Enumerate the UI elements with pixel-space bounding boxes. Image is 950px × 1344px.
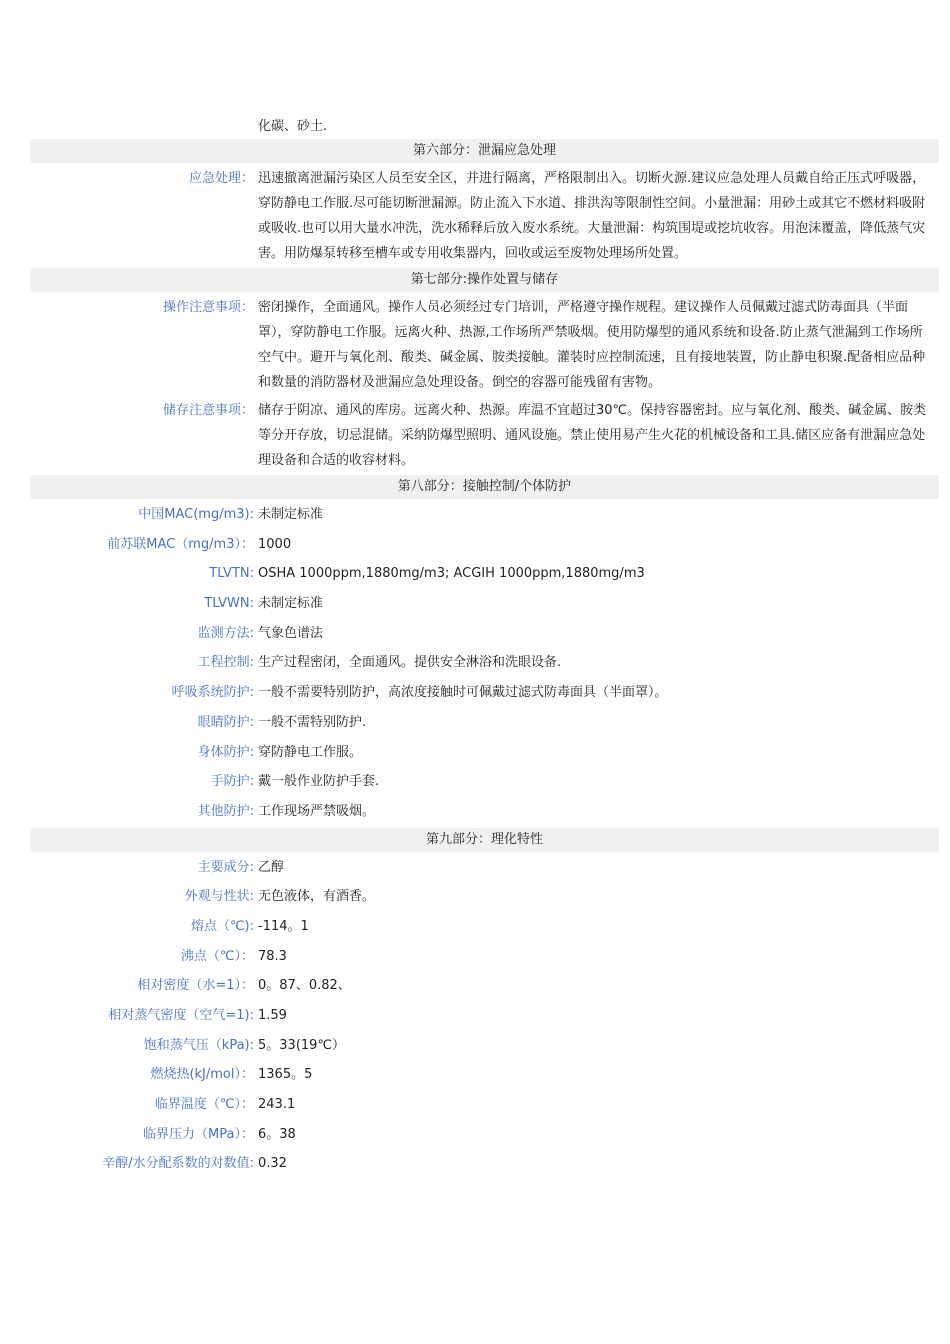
field-label: 相对密度（水=1）： [137,978,254,994]
field-label: 呼吸系统防护: [171,685,254,701]
msds-document [30,116,939,1179]
field-value: 戴一般作业防护手套. [258,774,380,790]
section-8-row [30,738,939,768]
section-9-row [30,971,939,1001]
field-label: 眼睛防护: [197,714,254,730]
section-8-row [30,708,939,738]
field-value: 1.59 [258,1008,287,1023]
field-label: 临界温度（℃）： [154,1097,254,1113]
field-value: 243.1 [258,1097,296,1113]
field-value: 未制定标准 [258,596,324,612]
field-value: 气象色谱法 [258,625,324,641]
field-value: 未制定标准 [258,507,324,522]
section-9-row [30,1149,939,1179]
field-label: 工程控制: [197,655,254,671]
continuation-text: 化碳、砂土. [258,119,328,134]
section-6-row [30,164,939,267]
field-value: OSHA 1000ppm,1880mg/m3; ACGIH 1000ppm,1880mg/m3 [258,566,645,582]
field-value: 储存于阴凉、通风的库房。远离火种、热源。库温不宜超过30℃。保持容器密封。应与氧化剂、酸类、碱金属、胺类等分开存放，切忌混储。采纳防爆型照明、通风设施。禁止使用易产生火花的机械设备和工具.储区应备有泄漏应急处理设备和合适的收容材料。 [258,403,927,468]
section-8-row [30,678,939,708]
section-7-row [30,293,939,396]
section-9-row [30,1120,939,1150]
field-label: 辛醇/水分配系数的对数值: [102,1156,254,1172]
field-label: 监测方法: [197,625,254,641]
section-8-row [30,559,939,589]
field-label: TLVWN: [204,596,254,612]
field-value: 无色液体，有酒香。 [258,889,376,905]
continuation-row [30,116,939,138]
field-label: 前苏联MAC（mg/m3）： [107,536,254,552]
field-value: 1000 [258,536,292,552]
section-9-header: 第九部分：理化特性 [30,828,939,852]
field-value: 1365。5 [258,1067,313,1083]
field-value: 密闭操作，全面通风。操作人员必须经过专门培训，严格遵守操作规程。建议操作人员佩戴过滤式防毒面具（半面罩），穿防静电工作服。远离火种、热源,工作场所严禁吸烟。使用防爆型的通风系统和设备.防止蒸气泄漏到工作场所空气中。避开与氧化剂、酸类、碱金属、胺类接触。灌装时应控制流速，且有接地装置，防止静电积聚.配备相应品种和数量的消防器材及泄漏应急处理设备。倒空的容器可能残留有害物。 [258,300,926,390]
field-label: 主要成分: [197,859,254,875]
section-9-row [30,1001,939,1031]
section-8-row [30,767,939,797]
field-value: 生产过程密闭，全面通风。提供安全淋浴和洗眼设备. [258,655,562,671]
section-9-row [30,942,939,972]
section-9-row [30,1090,939,1120]
field-label: 其他防护: [197,803,254,819]
section-8-row [30,648,939,678]
field-label: 燃烧热(kJ/mol）： [150,1067,254,1083]
field-value: 78.3 [258,948,287,964]
field-value: 0。87、0.82、 [258,978,351,994]
section-8-header: 第八部分：接触控制/个体防护 [30,475,939,499]
field-value: 穿防静电工作服。 [258,744,363,760]
section-9-row [30,912,939,942]
section-9-row [30,882,939,912]
section-7-row [30,396,939,474]
field-label: 储存注意事项： [162,403,254,418]
field-value: -114。1 [258,918,309,934]
field-label: 饱和蒸气压（kPa): [143,1037,254,1053]
section-8-row [30,530,939,560]
field-label: 手防护: [210,774,254,790]
section-7-header: 第七部分:操作处置与储存 [30,268,939,292]
field-label: 临界压力（MPa）： [143,1126,254,1142]
field-value: 工作现场严禁吸烟。 [258,803,376,819]
field-label: 身体防护: [197,744,254,760]
field-label: 操作注意事项： [162,300,254,315]
field-value: 5。33(19℃） [258,1037,346,1053]
section-9-row [30,1060,939,1090]
field-label: 外观与性状: [184,889,254,905]
field-value: 0.32 [258,1156,287,1172]
section-8-row [30,797,939,827]
field-label: TLVTN: [209,566,254,582]
section-6-header: 第六部分：泄漏应急处理 [30,139,939,163]
field-value: 一般不需特别防护. [258,714,367,730]
field-value: 6。38 [258,1126,296,1142]
section-9-row [30,853,939,883]
field-label: 中国MAC(mg/m3): [138,507,254,522]
field-value: 迅速撤离泄漏污染区人员至安全区，并进行隔离，严格限制出入。切断火源.建议应急处理人员戴自给正压式呼吸器，穿防静电工作服.尽可能切断泄漏源。防止流入下水道、排洪沟等限制性空间。小量泄漏：用砂土或其它不燃材料吸附或吸收.也可以用大量水冲洗，洗水稀释后放入废水系统。大量泄漏：构筑围堤或挖坑收容。用泡沫覆盖，降低蒸气灾害。用防爆泵转移至槽车或专用收集器内，回收或运至废物处理场所处置。 [258,171,926,261]
section-8-row [30,589,939,619]
section-8-row [30,500,939,530]
section-8-row [30,619,939,649]
field-value: 乙醇 [258,859,285,875]
field-label: 相对蒸气密度（空气=1): [108,1008,254,1023]
section-9-row [30,1031,939,1061]
field-value: 一般不需要特别防护，高浓度接触时可佩戴过滤式防毒面具（半面罩）。 [258,685,668,701]
field-label: 熔点（℃): [190,918,254,934]
field-label: 沸点（℃）： [180,948,254,964]
field-label: 应急处理： [188,171,254,186]
